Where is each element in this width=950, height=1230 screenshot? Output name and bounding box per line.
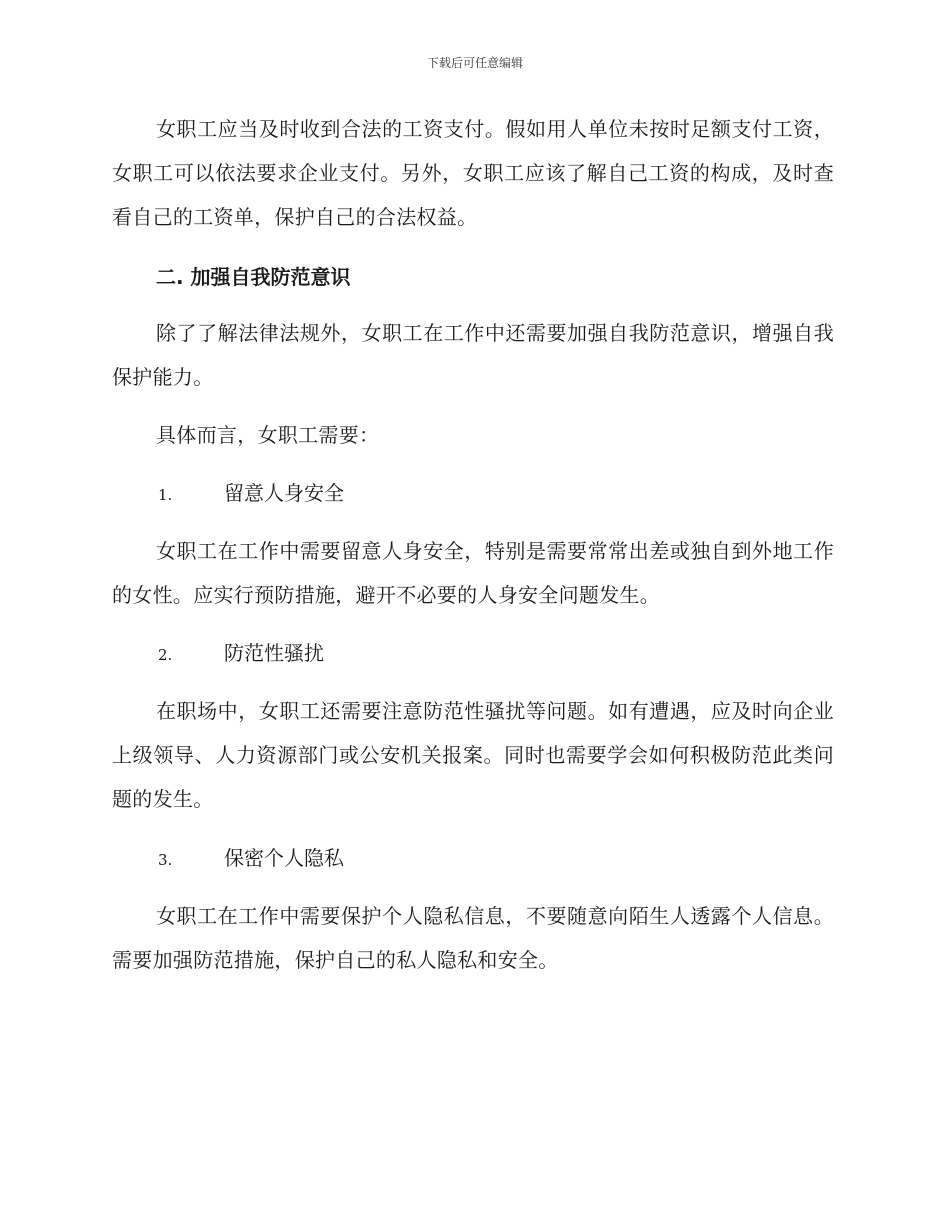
paragraph-specifics: 具体而言，女职工需要：	[156, 423, 380, 447]
section-heading: 二. 加强自我防范意识	[156, 265, 351, 289]
list-item-heading-2	[158, 638, 324, 670]
list-number: 3.	[158, 851, 173, 869]
paragraph-wages: 女职工应当及时收到合法的工资支付。假如用人单位未按时足额支付工资，女职工可以依法要求企业支付。另外，女职工应该了解自己工资的构成，及时查看自己的工资单，保护自己的合法权益。	[112, 117, 834, 229]
list-item-heading-1	[158, 478, 344, 510]
list-title: 保密个人隐私	[224, 846, 344, 870]
list-number: 1.	[158, 486, 173, 504]
paragraph-harassment: 在职场中，女职工还需要注意防范性骚扰等问题。如有遭遇，应及时向企业上级领导、人力资源部门或公安机关报案。同时也需要学会如何积极防范此类问题的发生。	[112, 699, 834, 811]
list-number: 2.	[158, 646, 173, 664]
paragraph-intro: 除了了解法律法规外，女职工在工作中还需要加强自我防范意识，增强自我保护能力。	[112, 321, 834, 389]
paragraph-personal-safety: 女职工在工作中需要留意人身安全，特别是需要常常出差或独自到外地工作的女性。应实行预防措施，避开不必要的人身安全问题发生。	[112, 539, 834, 607]
list-title: 防范性骚扰	[224, 641, 324, 665]
header-note: 下载后可任意编辑	[426, 56, 523, 70]
list-item-heading-3	[158, 843, 344, 875]
paragraph-privacy: 女职工在工作中需要保护个人隐私信息，不要随意向陌生人透露个人信息。需要加强防范措施，保护自己的私人隐私和安全。	[112, 904, 834, 972]
list-title: 留意人身安全	[224, 481, 344, 505]
